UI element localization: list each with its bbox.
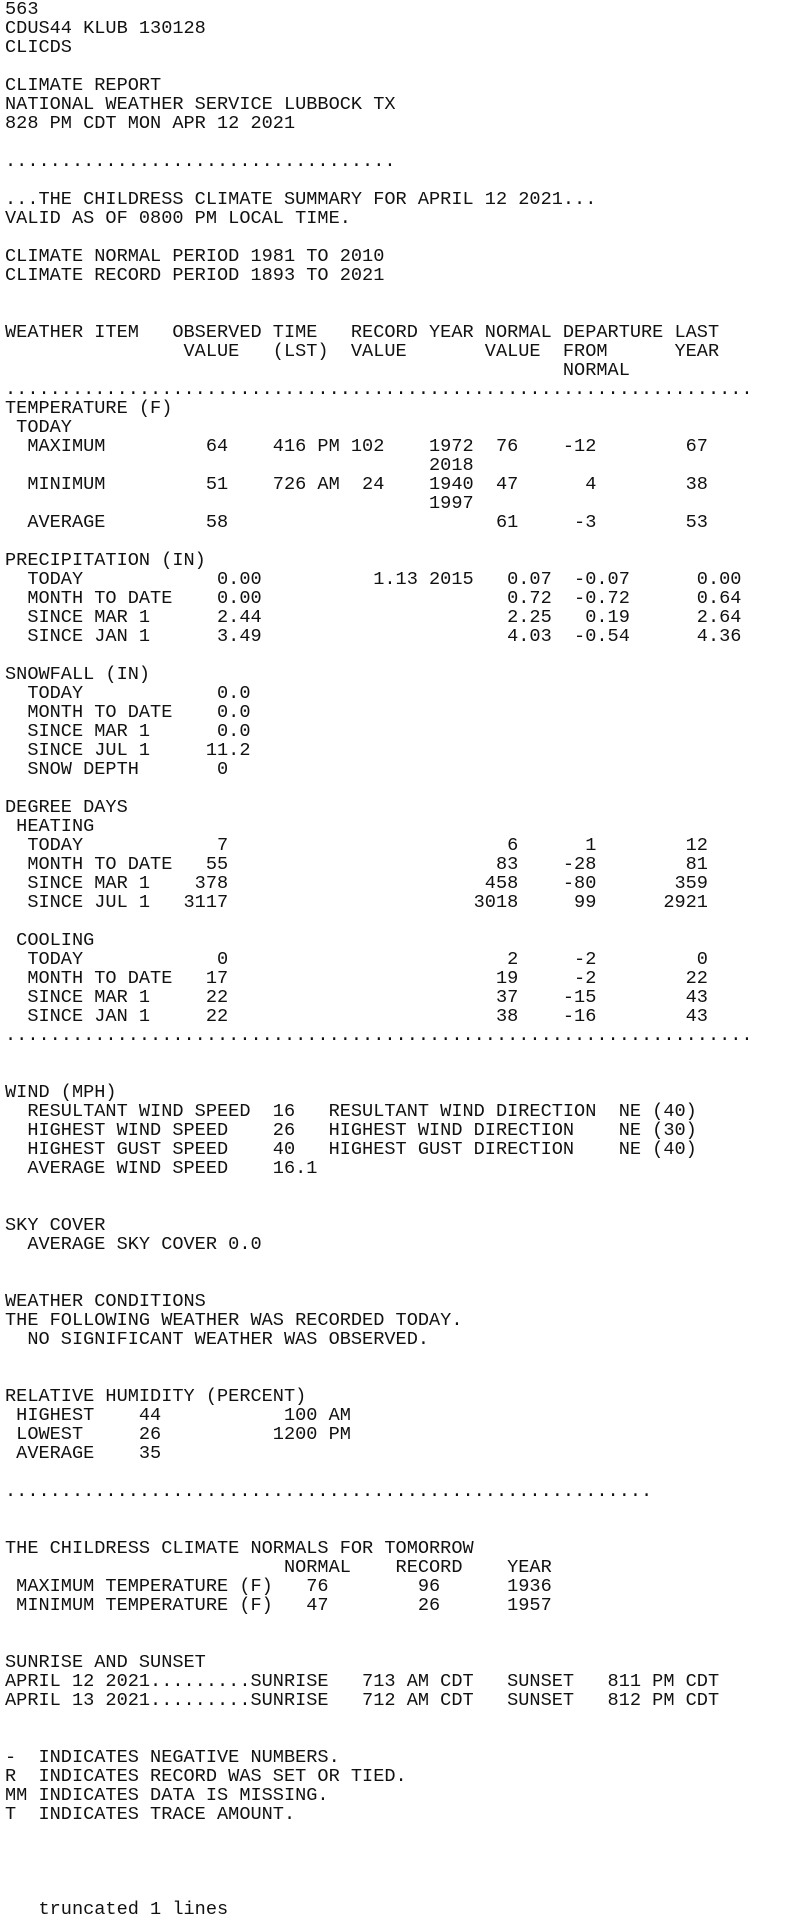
report-line: WEATHER ITEM OBSERVED TIME RECORD YEAR NORMAL DEPARTURE LAST: [5, 322, 720, 343]
report-line: [5, 1862, 753, 1881]
report-line: [5, 57, 753, 76]
report-line: [5, 1520, 753, 1539]
report-line: WIND (MPH): [5, 1082, 117, 1103]
report-line: SINCE JAN 1 22 38 -16 43: [5, 1006, 708, 1027]
report-line: SINCE JUL 1 3117 3018 99 2921: [5, 892, 708, 913]
report-line: [5, 1843, 753, 1862]
report-line: HIGHEST 44 100 AM: [5, 1405, 351, 1426]
report-line: TODAY 7 6 1 12: [5, 835, 708, 856]
report-line: RELATIVE HUMIDITY (PERCENT): [5, 1386, 307, 1407]
report-line: TODAY 0.00 1.13 2015 0.07 -0.07 0.00: [5, 569, 742, 590]
report-line: TODAY 0.0: [5, 683, 251, 704]
report-line: [5, 779, 753, 798]
climate-report-text: [5, 0, 753, 1919]
report-line: 1997: [5, 493, 474, 514]
report-line: [5, 1197, 753, 1216]
report-line: [5, 1634, 753, 1653]
report-line: ...................................: [5, 151, 396, 172]
report-line: VALID AS OF 0800 PM LOCAL TIME.: [5, 208, 351, 229]
report-line: MAXIMUM TEMPERATURE (F) 76 96 1936: [5, 1576, 552, 1597]
report-line: MONTH TO DATE 55 83 -28 81: [5, 854, 708, 875]
report-line: NATIONAL WEATHER SERVICE LUBBOCK TX: [5, 94, 396, 115]
report-line: [5, 1729, 753, 1748]
report-line: TEMPERATURE (F): [5, 398, 173, 419]
report-line: NORMAL RECORD YEAR: [5, 1557, 552, 1578]
report-line: CLIMATE NORMAL PERIOD 1981 TO 2010: [5, 246, 385, 267]
report-line: [5, 1615, 753, 1634]
report-line: APRIL 12 2021.........SUNRISE 713 AM CDT SUNSET 811 PM CDT: [5, 1671, 720, 1692]
report-line: NO SIGNIFICANT WEATHER WAS OBSERVED.: [5, 1329, 430, 1350]
report-line: COOLING: [5, 930, 95, 951]
report-line: [5, 171, 753, 190]
report-line: [5, 532, 753, 551]
report-line: [5, 304, 753, 323]
report-line: SNOWFALL (IN): [5, 664, 151, 685]
report-line: TODAY 0 2 -2 0: [5, 949, 708, 970]
report-line: SINCE JAN 1 3.49 4.03 -0.54 4.36: [5, 626, 742, 647]
report-line: [5, 1881, 753, 1900]
report-line: SINCE MAR 1 2.44 2.25 0.19 2.64: [5, 607, 742, 628]
report-line: CLIMATE RECORD PERIOD 1893 TO 2021: [5, 265, 385, 286]
report-line: THE CHILDRESS CLIMATE NORMALS FOR TOMORROW: [5, 1538, 474, 1559]
report-line: [5, 1824, 753, 1843]
report-line: VALUE (LST) VALUE VALUE FROM YEAR: [5, 341, 720, 362]
report-line: [5, 1178, 753, 1197]
report-line: LOWEST 26 1200 PM: [5, 1424, 351, 1445]
report-line: TODAY: [5, 417, 72, 438]
report-line: CLICDS: [5, 37, 72, 58]
report-line: ...THE CHILDRESS CLIMATE SUMMARY FOR APRIL 12 2021...: [5, 189, 597, 210]
report-line: 828 PM CDT MON APR 12 2021: [5, 113, 296, 134]
report-line: APRIL 13 2021.........SUNRISE 712 AM CDT SUNSET 812 PM CDT: [5, 1690, 720, 1711]
report-line: 563: [5, 0, 39, 20]
report-line: 2018: [5, 455, 474, 476]
report-line: MONTH TO DATE 17 19 -2 22: [5, 968, 708, 989]
report-line: SINCE MAR 1 0.0: [5, 721, 251, 742]
report-line: R INDICATES RECORD WAS SET OR TIED.: [5, 1766, 407, 1787]
report-line: MAXIMUM 64 416 PM 102 1972 76 -12 67: [5, 436, 708, 457]
report-line: [5, 1368, 753, 1387]
report-line: [5, 1064, 753, 1083]
report-line: AVERAGE 35: [5, 1443, 162, 1464]
report-line: HIGHEST GUST SPEED 40 HIGHEST GUST DIRECTION NE (40): [5, 1139, 697, 1160]
report-line: AVERAGE SKY COVER 0.0: [5, 1234, 262, 1255]
report-line: - INDICATES NEGATIVE NUMBERS.: [5, 1747, 340, 1768]
report-line: THE FOLLOWING WEATHER WAS RECORDED TODAY.: [5, 1310, 463, 1331]
report-line: [5, 1710, 753, 1729]
report-line: MM INDICATES DATA IS MISSING.: [5, 1785, 329, 1806]
report-line: ..........................................................: [5, 1481, 653, 1502]
report-line: [5, 133, 753, 152]
report-line: HIGHEST WIND SPEED 26 HIGHEST WIND DIRECTION NE (30): [5, 1120, 697, 1141]
report-line: CDUS44 KLUB 130128: [5, 18, 206, 39]
report-line: [5, 646, 753, 665]
report-line: SINCE MAR 1 378 458 -80 359: [5, 873, 708, 894]
report-line: T INDICATES TRACE AMOUNT.: [5, 1804, 296, 1825]
report-line: [5, 1254, 753, 1273]
report-line: [5, 1045, 753, 1064]
report-line: [5, 228, 753, 247]
report-line: MINIMUM TEMPERATURE (F) 47 26 1957: [5, 1595, 552, 1616]
report-line: RESULTANT WIND SPEED 16 RESULTANT WIND DIRECTION NE (40): [5, 1101, 697, 1122]
report-line: AVERAGE 58 61 -3 53: [5, 512, 708, 533]
report-line: [5, 912, 753, 931]
report-line: MONTH TO DATE 0.00 0.72 -0.72 0.64: [5, 588, 742, 609]
report-line: [5, 1349, 753, 1368]
report-line: [5, 1463, 753, 1482]
report-line: ...................................................................: [5, 379, 753, 400]
report-line: SINCE JUL 1 11.2: [5, 740, 251, 761]
report-line: [5, 285, 753, 304]
report-line: SKY COVER: [5, 1215, 106, 1236]
report-line: ...................................................................: [5, 1025, 753, 1046]
report-line: PRECIPITATION (IN): [5, 550, 206, 571]
report-line: AVERAGE WIND SPEED 16.1: [5, 1158, 318, 1179]
report-line: SUNRISE AND SUNSET: [5, 1652, 206, 1673]
report-line: MONTH TO DATE 0.0: [5, 702, 251, 723]
report-line: truncated 1 lines: [5, 1899, 229, 1920]
report-line: SINCE MAR 1 22 37 -15 43: [5, 987, 708, 1008]
report-line: MINIMUM 51 726 AM 24 1940 47 4 38: [5, 474, 708, 495]
report-line: [5, 1273, 753, 1292]
report-line: WEATHER CONDITIONS: [5, 1291, 206, 1312]
report-line: NORMAL: [5, 360, 630, 381]
report-line: DEGREE DAYS: [5, 797, 128, 818]
report-line: [5, 1501, 753, 1520]
report-line: CLIMATE REPORT: [5, 75, 162, 96]
report-line: HEATING: [5, 816, 95, 837]
report-line: SNOW DEPTH 0: [5, 759, 229, 780]
